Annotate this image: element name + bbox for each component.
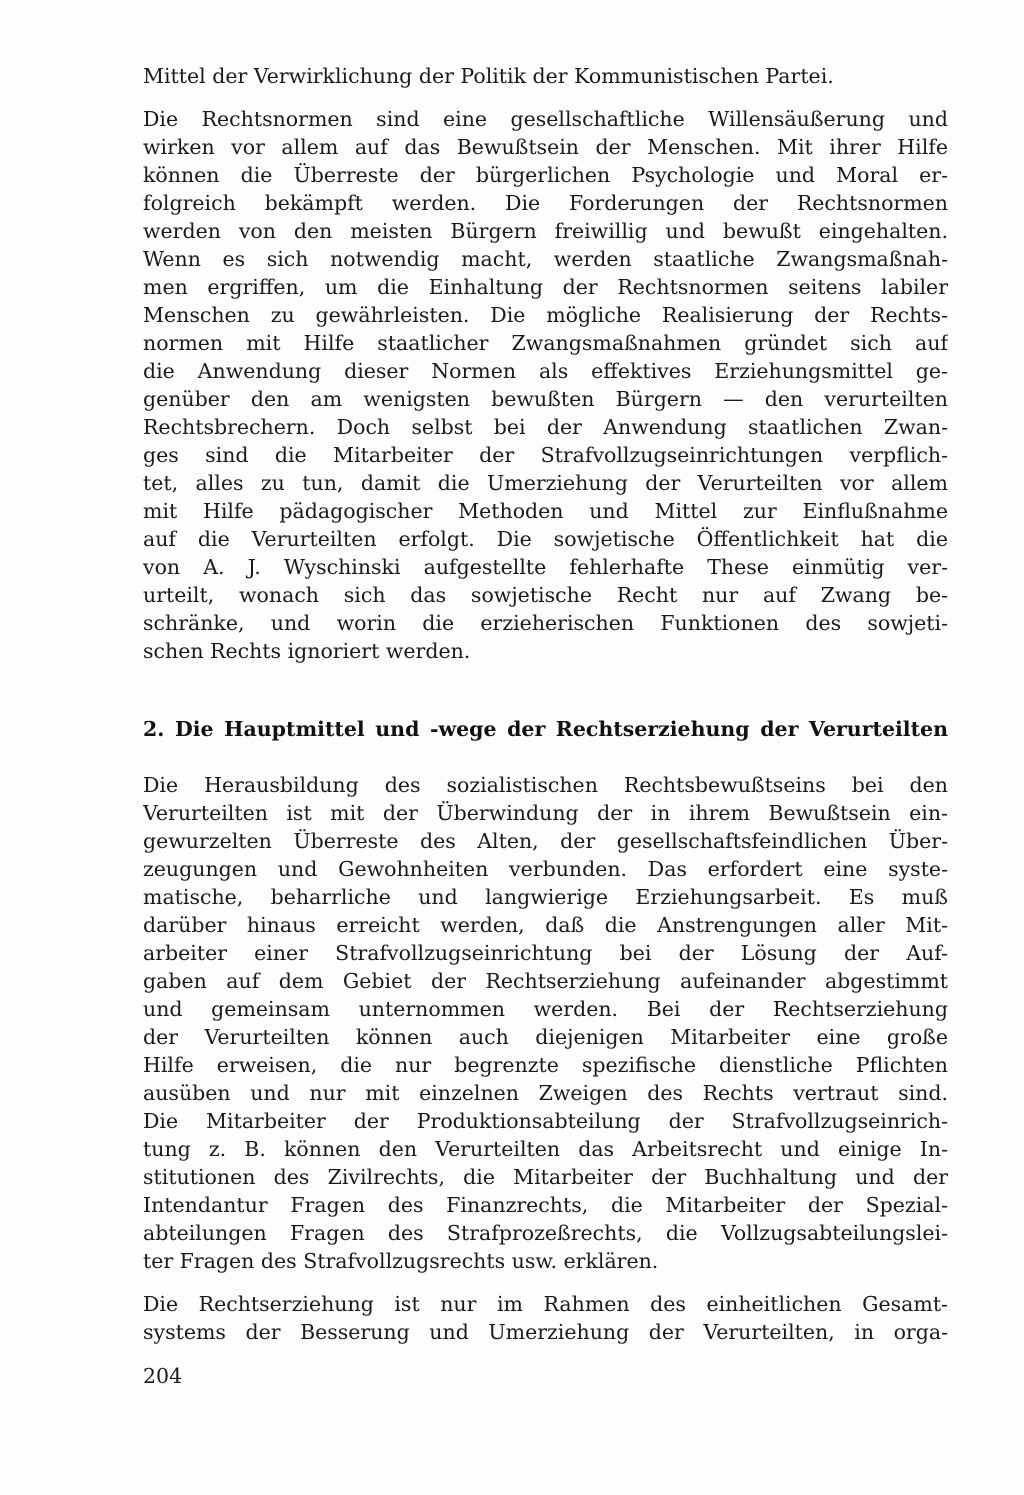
text-line: darüber hinaus erreicht werden, daß die Anstrengungen aller Mit- [143,913,948,937]
text-line: Die Mitarbeiter der Produktionsabteilung der Strafvollzugseinrich- [143,1109,948,1133]
text-line: werden von den meisten Bürgern freiwillig und bewußt eingehalten. [143,219,948,243]
text-line: ges sind die Mitarbeiter der Strafvollzugseinrichtungen verpflich- [143,443,948,467]
text-line: Wenn es sich notwendig macht, werden staatliche Zwangsmaßnah- [143,247,948,271]
text-line: wirken vor allem auf das Bewußtsein der Menschen. Mit ihrer Hilfe [143,135,948,159]
text-line: stitutionen des Zivilrechts, die Mitarbeiter der Buchhaltung und der [143,1165,948,1189]
text-line: gaben auf dem Gebiet der Rechtserziehung aufeinander abgestimmt [143,969,948,993]
text-line: Rechtsbrechern. Doch selbst bei der Anwendung staatlichen Zwan- [143,415,948,439]
text-line: und gemeinsam unternommen werden. Bei der Rechtserziehung [143,997,948,1021]
text-line: genüber den am wenigsten bewußten Bürgern — den verurteilten [143,387,948,411]
text-line: schen Rechts ignoriert werden. [143,639,471,663]
text-line: men ergriffen, um die Einhaltung der Rechtsnormen seitens labiler [143,275,948,299]
text-line: können die Überreste der bürgerlichen Psychologie und Moral er- [143,163,948,187]
section-heading: 2. Die Hauptmittel und -wege der Rechtserziehung der Verurteilten [143,717,948,741]
text-line: matische, beharrliche und langwierige Erziehungsarbeit. Es muß [143,885,948,909]
text-line: von A. J. Wyschinski aufgestellte fehlerhafte These einmütig ver- [143,555,948,579]
text-line: Die Rechtserziehung ist nur im Rahmen des einheitlichen Gesamt- [143,1292,948,1316]
text-line: schränke, und worin die erzieherischen Funktionen des sowjeti- [143,611,948,635]
text-line: normen mit Hilfe staatlicher Zwangsmaßnahmen gründet sich auf [143,331,948,355]
text-line: Menschen zu gewährleisten. Die mögliche Realisierung der Rechts- [143,303,948,327]
text-line: arbeiter einer Strafvollzugseinrichtung bei der Lösung der Auf- [143,941,948,965]
text-line: Mittel der Verwirklichung der Politik der Kommunistischen Partei. [143,64,834,88]
text-line: die Anwendung dieser Normen als effektives Erziehungsmittel ge- [143,359,948,383]
text-line: ausüben und nur mit einzelnen Zweigen des Rechts vertraut sind. [143,1081,948,1105]
text-line: auf die Verurteilten erfolgt. Die sowjetische Öffentlichkeit hat die [143,527,948,551]
text-line: der Verurteilten können auch diejenigen Mitarbeiter eine große [143,1025,948,1049]
text-line: ter Fragen des Strafvollzugsrechts usw. erklären. [143,1249,659,1273]
page-number: 204 [143,1364,183,1388]
text-line: Verurteilten ist mit der Überwindung der in ihrem Bewußtsein ein- [143,801,948,825]
text-line: tung z. B. können den Verurteilten das Arbeitsrecht und einige In- [143,1137,948,1161]
text-line: Hilfe erweisen, die nur begrenzte spezifische dienstliche Pflichten [143,1053,948,1077]
text-line: mit Hilfe pädagogischer Methoden und Mittel zur Einflußnahme [143,499,948,523]
text-line: zeugungen und Gewohnheiten verbunden. Das erfordert eine syste- [143,857,948,881]
text-line: Die Herausbildung des sozialistischen Rechtsbewußtseins bei den [143,773,948,797]
text-line: gewurzelten Überreste des Alten, der gesellschaftsfeindlichen Über- [143,829,948,853]
text-line: folgreich bekämpft werden. Die Forderungen der Rechtsnormen [143,191,948,215]
text-line: Die Rechtsnormen sind eine gesellschaftliche Willensäußerung und [143,107,948,131]
text-line: Intendantur Fragen des Finanzrechts, die Mitarbeiter der Spezial- [143,1193,948,1217]
text-line: systems der Besserung und Umerziehung der Verurteilten, in orga- [143,1320,948,1344]
text-line: abteilungen Fragen des Strafprozeßrechts, die Vollzugsabteilungslei- [143,1221,948,1245]
text-line: urteilt, wonach sich das sowjetische Recht nur auf Zwang be- [143,583,948,607]
text-line: tet, alles zu tun, damit die Umerziehung der Verurteilten vor allem [143,471,948,495]
